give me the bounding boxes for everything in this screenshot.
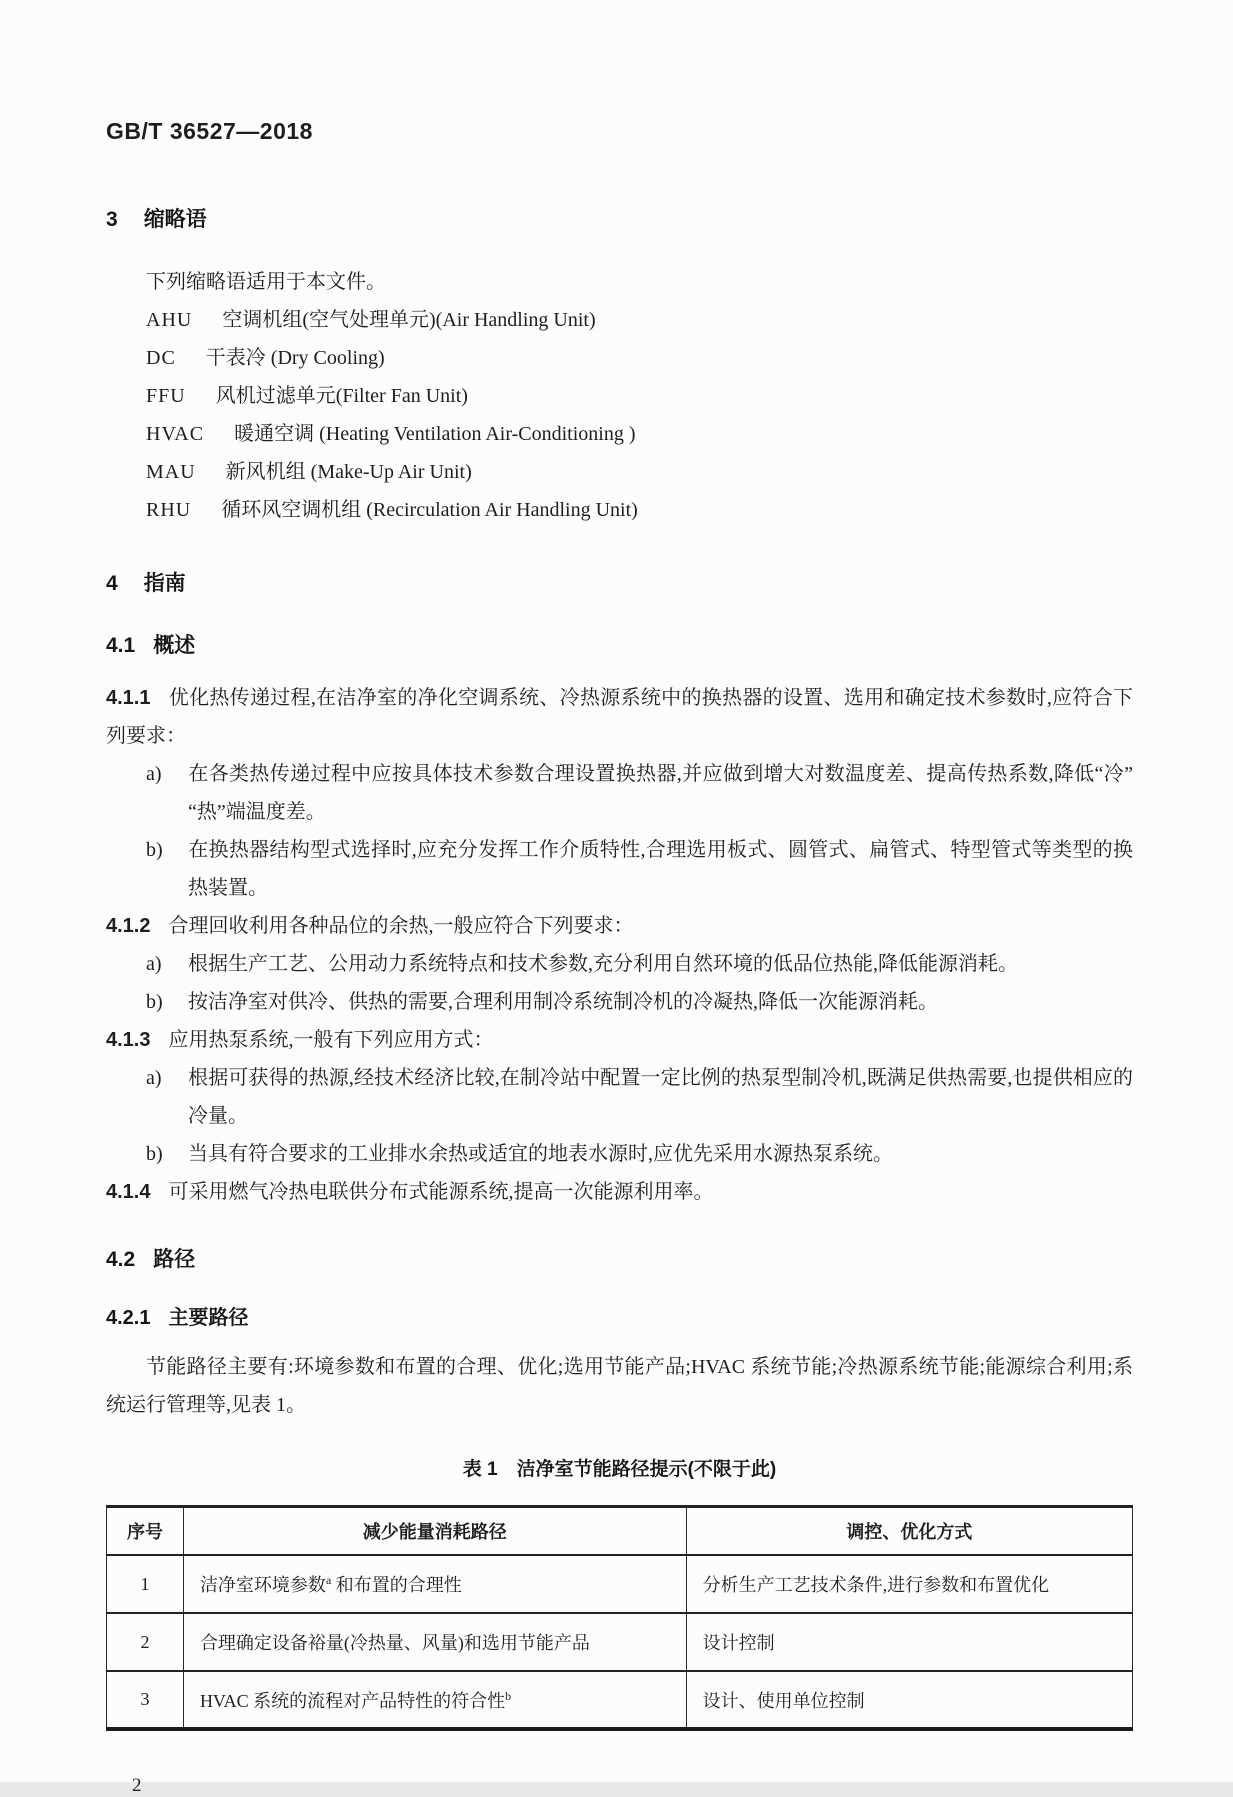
cell-number: 3 [107, 1671, 184, 1729]
cell-number: 1 [107, 1555, 184, 1613]
clause-paragraph [106, 907, 1133, 945]
section-4-1-title: 概述 [153, 634, 196, 657]
abbreviation-item [106, 453, 1133, 491]
cell-path: 洁净室环境参数$^a$ 和布置的合理性 [183, 1555, 686, 1613]
path-paragraph: 节能路径主要有:环境参数和布置的合理、优化;选用节能产品;HVAC 系统节能;冷热源系统节能;能源综合利用;系统运行管理等,见表 1。 [106, 1356, 1133, 1416]
abbreviation-code: RHU [146, 499, 192, 521]
list-item-text: 根据生产工艺、公用动力系统特点和技术参数,充分利用自然环境的低品位热能,降低能源消耗。 [188, 953, 1018, 975]
clause-list-item [146, 945, 1133, 983]
list-item-label: a) [146, 1067, 162, 1089]
list-item-label: b) [146, 839, 163, 861]
list-item-label: b) [146, 1143, 163, 1165]
section-4-2-1-heading [106, 1301, 1133, 1330]
list-item-text: 按洁净室对供冷、供热的需要,合理利用制冷系统制冷机的冷凝热,降低一次能源消耗。 [188, 991, 938, 1013]
clause-list-item [146, 1059, 1133, 1135]
abbreviation-item [106, 491, 1133, 529]
footnote-marker: b [505, 1688, 512, 1703]
section-4-1-heading [106, 629, 1133, 659]
doc-number: GB/T 36527—2018 [106, 118, 313, 144]
footnote-marker: a [325, 1573, 332, 1587]
page-number: 2 [132, 1775, 142, 1796]
abbreviation-definition: 风机过滤单元(Filter Fan Unit) [215, 385, 468, 407]
clause-paragraph [106, 1173, 1133, 1211]
cell-method: 设计控制 [686, 1613, 1132, 1671]
table-body [107, 1555, 1133, 1729]
abbreviation-code: HVAC [146, 423, 205, 445]
table-caption: 表 1 洁净室节能路径提示(不限于此) [462, 1459, 777, 1480]
abbreviation-code: MAU [146, 461, 196, 483]
section-3-number: 3 [106, 208, 118, 231]
abbreviation-definition: 循环风空调机组 (Recirculation Air Handling Unit) [221, 499, 638, 521]
section-4-number: 4 [106, 572, 118, 595]
clause-number: 4.1.2 [106, 915, 151, 937]
abbreviation-item [106, 339, 1133, 377]
cell-method: 分析生产工艺技术条件,进行参数和布置优化 [686, 1555, 1132, 1613]
section-4-2-heading [106, 1243, 1133, 1273]
cell-method: 设计、使用单位控制 [686, 1671, 1132, 1729]
doc-header [106, 118, 1133, 145]
table-row [107, 1613, 1133, 1671]
clause-number: 4.1.1 [106, 687, 151, 709]
abbreviation-code: DC [146, 347, 176, 369]
clause-text: 优化热传递过程,在洁净室的净化空调系统、冷热源系统中的换热器的设置、选用和确定技术参数时,应符合下列要求： [106, 687, 1133, 747]
abbreviation-item [106, 377, 1133, 415]
clause-text: 可采用燃气冷热电联供分布式能源系统,提高一次能源利用率。 [168, 1181, 714, 1203]
abbreviation-item [106, 415, 1133, 453]
abbreviation-code: FFU [146, 385, 186, 407]
clause-list [106, 679, 1133, 1211]
clause-text: 合理回收利用各种品位的余热,一般应符合下列要求： [168, 915, 634, 937]
list-item-text: 在换热器结构型式选择时,应充分发挥工作介质特性,合理选用板式、圆管式、扁管式、特型管式等类型的换热装置。 [188, 839, 1133, 899]
clause-list-item [146, 831, 1133, 907]
abbreviation-definition: 暖通空调 (Heating Ventilation Air-Conditioning ) [234, 423, 636, 445]
column-header-path: 减少能量消耗路径 [183, 1507, 686, 1556]
section-4-heading [106, 567, 1133, 597]
clause-list-item [146, 1135, 1133, 1173]
section-4-title: 指南 [143, 572, 186, 595]
list-item-label: b) [146, 991, 163, 1013]
section-3-heading [106, 203, 1133, 233]
list-item-label: a) [146, 953, 162, 975]
energy-saving-paths-table [106, 1505, 1133, 1731]
list-item-text: 根据可获得的热源,经技术经济比较,在制冷站中配置一定比例的热泵型制冷机,既满足供热需要,也提供相应的冷量。 [188, 1067, 1133, 1127]
abbreviation-code: AHU [146, 309, 193, 331]
clause-number: 4.1.3 [106, 1029, 151, 1051]
clause-number: 4.1.4 [106, 1181, 151, 1203]
clause-paragraph [106, 679, 1133, 755]
abbreviation-list [106, 301, 1133, 529]
cell-path: 合理确定设备裕量(冷热量、风量)和选用节能产品 [183, 1613, 686, 1671]
abbreviation-definition: 空调机组(空气处理单元)(Air Handling Unit) [222, 309, 596, 331]
list-item-text: 当具有符合要求的工业排水余热或适宜的地表水源时,应优先采用水源热泵系统。 [188, 1143, 893, 1165]
list-item-label: a) [146, 763, 162, 785]
abbreviation-definition: 新风机组 (Make-Up Air Unit) [225, 461, 472, 483]
abbreviation-intro: 下列缩略语适用于本文件。 [146, 271, 386, 293]
table-row [107, 1671, 1133, 1729]
abbreviation-item [106, 301, 1133, 339]
section-4-2-1-number: 4.2.1 [106, 1307, 151, 1329]
clause-paragraph [106, 1021, 1133, 1059]
section-4-1-number: 4.1 [106, 634, 136, 657]
column-header-method: 调控、优化方式 [686, 1507, 1132, 1556]
clause-list-item [146, 755, 1133, 831]
clause-text: 应用热泵系统,一般有下列应用方式： [168, 1029, 494, 1051]
table-row [107, 1555, 1133, 1613]
column-header-no: 序号 [107, 1507, 184, 1556]
cell-number: 2 [107, 1613, 184, 1671]
section-4-2-1-title: 主要路径 [168, 1307, 249, 1329]
section-3-title: 缩略语 [143, 208, 207, 231]
table-header-row [107, 1507, 1133, 1556]
section-4-2-number: 4.2 [106, 1248, 136, 1271]
abbreviation-definition: 干表冷 (Dry Cooling) [205, 347, 385, 369]
list-item-text: 在各类热传递过程中应按具体技术参数合理设置换热器,并应做到增大对数温度差、提高传热系数,降低“冷”“热”端温度差。 [188, 763, 1133, 823]
cell-path: HVAC 系统的流程对产品特性的符合性$^b$ [183, 1671, 686, 1729]
section-4-2-title: 路径 [153, 1248, 196, 1271]
clause-list-item [146, 983, 1133, 1021]
